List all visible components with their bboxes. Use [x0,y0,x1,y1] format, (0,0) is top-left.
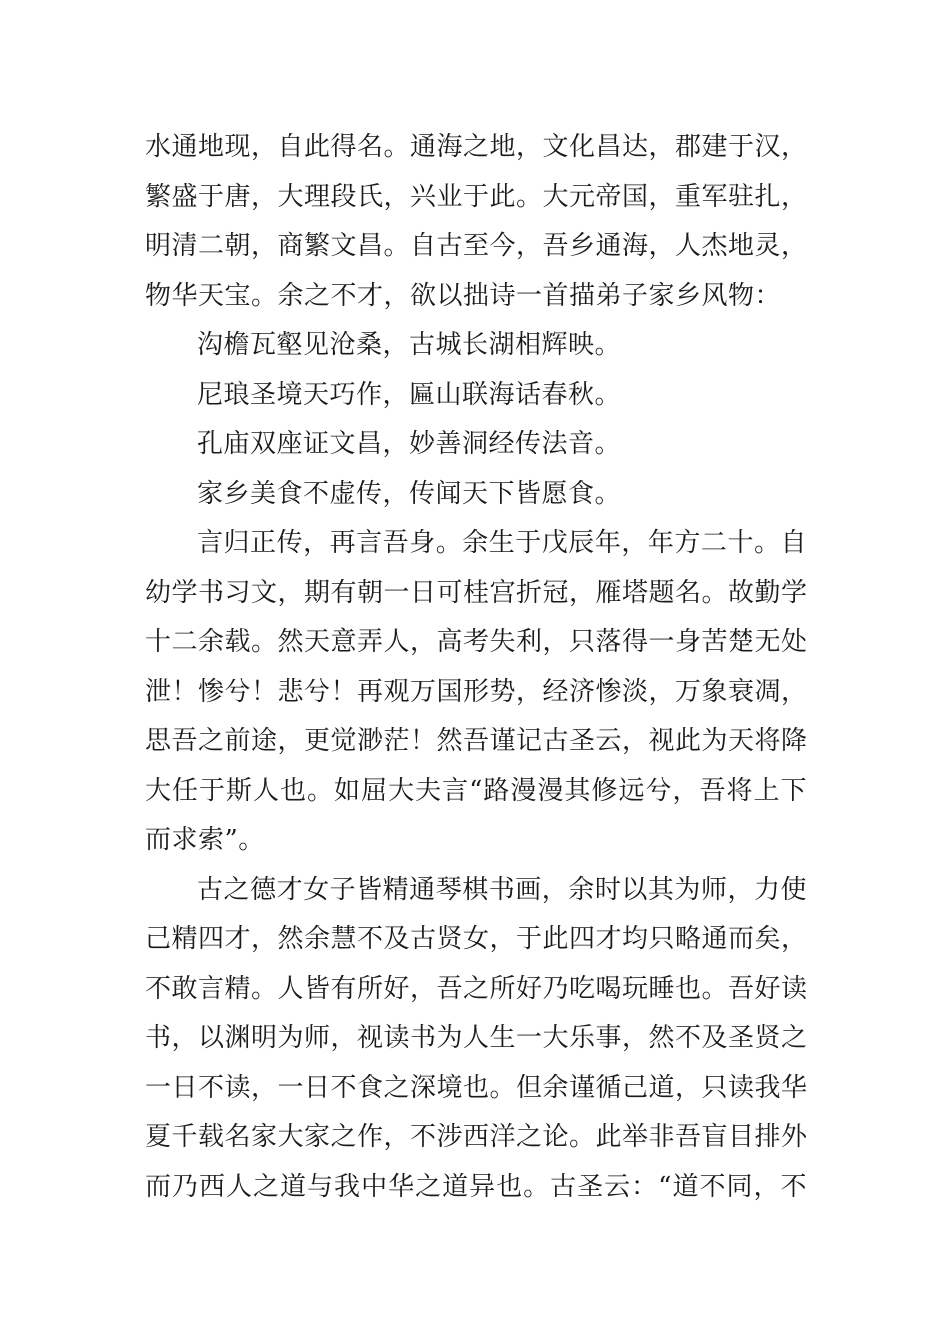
text-line: 明清二朝，商繁文昌。自古至今，吾乡通海，人杰地灵， [145,231,808,261]
text-line: 繁盛于唐，大理段氏，兴业于此。大元帝国，重军驻扎， [145,181,808,212]
text-line: 孔庙双座证文昌，妙善洞经传法音。 [197,429,622,459]
body-text [145,123,807,1212]
text-line: 而乃西人之道与我中华之道异也。古圣云：“道不同，不 [145,1171,807,1202]
text-line: 夏千载名家大家之作，不涉西洋之论。此举非吾盲目排外 [145,1122,808,1152]
text-line: 书，以渊明为师，视读书为人生一大乐事，然不及圣贤之 [145,1023,808,1053]
text-line: 一日不读，一日不食之深境也。但余谨循己道，只读我华 [145,1072,808,1103]
text-line: 而求索”。 [145,825,265,855]
text-line: 古之德才女子皆精通琴棋书画，余时以其为师，力使 [197,874,807,905]
text-line: 尼琅圣境天巧作，匾山联海话春秋。 [197,379,622,410]
text-line: 沟檐瓦壑见沧桑，古城长湖相辉映。 [197,330,622,360]
text-line: 物华天宝。余之不才，欲以拙诗一首描弟子家乡风物： [145,280,782,311]
text-line: 水通地现，自此得名。通海之地，文化昌达，郡建于汉， [145,132,808,162]
text-line: 幼学书习文，期有朝一日可桂宫折冠，雁塔题名。故勤学 [145,577,808,608]
text-line: 言归正传，再言吾身。余生于戊辰年，年方二十。自 [197,528,807,558]
text-line: 己精四才，然余慧不及古贤女，于此四才均只略通而矣， [145,924,808,954]
text-line: 大任于斯人也。如屈大夫言“路漫漫其修远兮，吾将上下 [145,775,807,806]
text-line: 不敢言精。人皆有所好，吾之所好乃吃喝玩睡也。吾好读 [145,973,808,1004]
text-line: 泄！惨兮！悲兮！再观万国形势，经济惨淡，万象衰凋， [145,676,808,707]
text-line: 十二余载。然天意弄人，高考失利，只落得一身苦楚无处 [145,627,808,657]
text-line: 思吾之前途，更觉渺茫！然吾谨记古圣云，视此为天将降 [145,726,808,756]
text-line: 家乡美食不虚传，传闻天下皆愿食。 [197,478,622,509]
